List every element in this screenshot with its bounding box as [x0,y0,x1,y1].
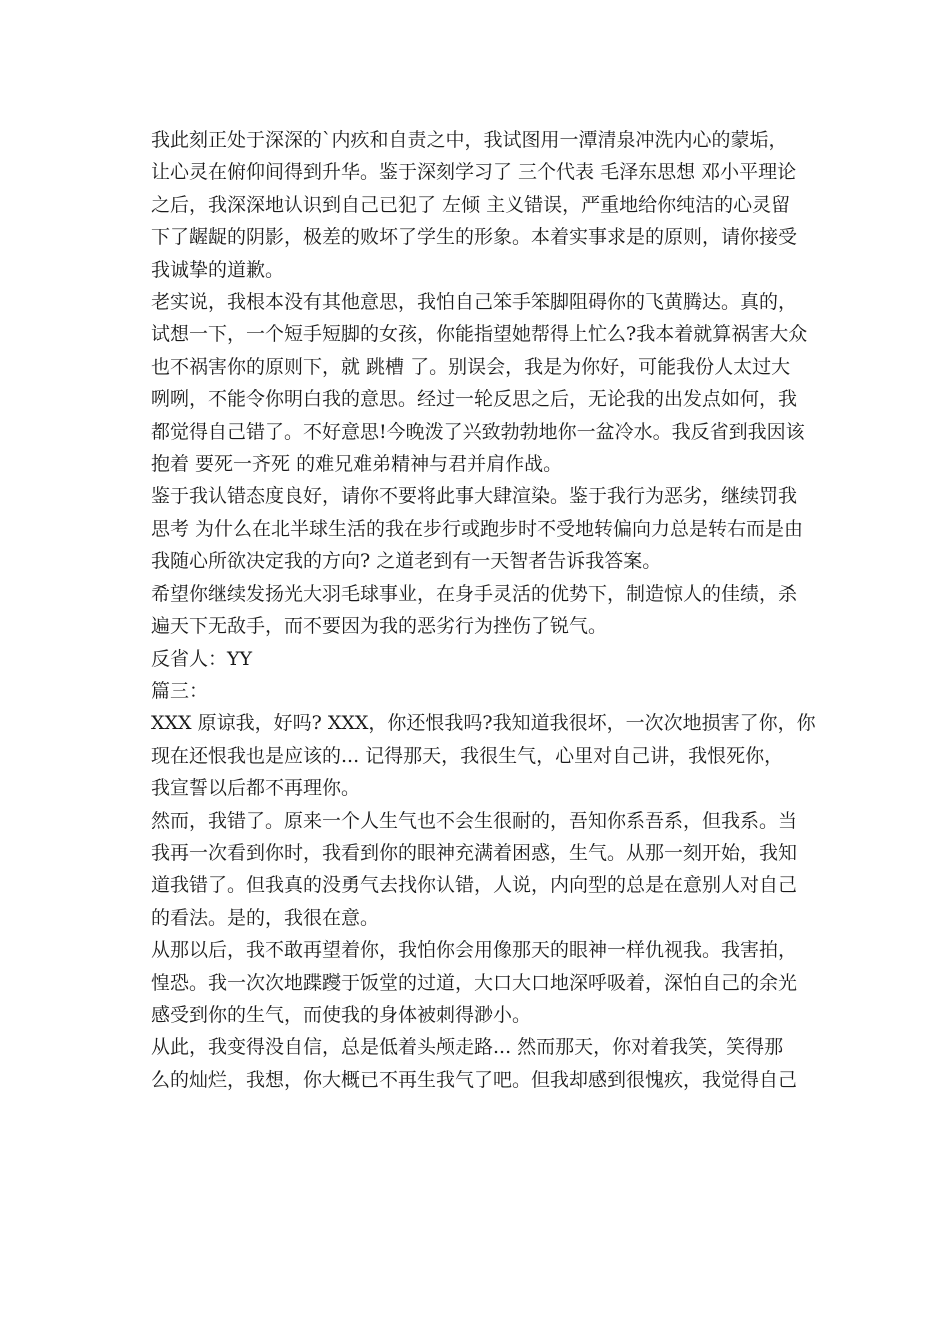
paragraph-i-was-wrong [145,805,811,935]
text-line: 让心灵在俯仰间得到升华。鉴于深刻学习了 三个代表 毛泽东思想 邓小平理论 [151,161,797,184]
text-line: 之后，我深深地认识到自己已犯了 左倾 主义错误，严重地给你纯洁的心灵留 [151,193,791,216]
text-line: 我此刻正处于深深的`内疚和自责之中，我试图用一潭清泉冲洗内心的蒙垢， [151,129,788,151]
paragraph-badminton-wish [145,578,811,643]
text-line: 惶恐。我一次次地蹀躞于饭堂的过道，大口大口地深呼吸着，深怕自己的余光 [151,971,798,994]
text-line: 思考 为什么在北半球生活的我在步行或跑步时不受地转偏向力总是转右而是由 [151,517,804,540]
text-line: 然而，我错了。原来一个人生气也不会生很耐的，吾知你系吾系，但我系。当 [151,809,798,832]
text-line: 试想一下，一个短手短脚的女孩，你能指望她帮得上忙么?我本着就算祸害大众 [151,323,808,346]
text-line: 希望你继续发扬光大羽毛球事业，在身手灵活的优势下，制造惊人的佳绩，杀 [151,582,798,605]
text-line: 我随心所欲决定我的方向? 之道老到有一天智者告诉我答案。 [151,550,662,573]
text-line: 抱着 要死一齐死 的难兄难弟精神与君并肩作战。 [151,453,563,476]
text-line: 的看法。是的，我很在意。 [151,906,380,929]
text-line: 么的灿烂，我想，你大概已不再生我气了吧。但我却感到很愧疚，我觉得自己 [151,1068,798,1091]
text-line: 鉴于我认错态度良好，请你不要将此事大肆渲染。鉴于我行为恶劣，继续罚我 [151,485,798,508]
paragraph-lost-confidence [145,1031,811,1096]
paragraph-forgive-me [145,707,816,804]
text-line: 咧咧，不能令你明白我的意思。经过一轮反思之后，无论我的出发点如何，我 [151,388,798,411]
text-line: 老实说，我根本没有其他意思，我怕自己笨手笨脚阻碍你的飞黄腾达。真的， [151,291,798,314]
text-line: 从那以后，我不敢再望着你，我怕你会用像那天的眼神一样仇视我。我害拍， [151,939,798,962]
text-line: 下了龌龊的阴影，极差的败坏了学生的形象。本着实事求是的原则，请你接受 [151,226,798,249]
text-line: 也不祸害你的原则下，就 跳槽 了。别误会，我是为你好，可能我份人太过大 [151,355,791,378]
signature-line [145,643,811,675]
text-line: 篇三： [151,679,209,702]
paragraph-honestly [145,286,811,480]
text-line: 感受到你的生气，而使我的身体被刺得渺小。 [151,1003,532,1026]
text-line: 道我错了。但我真的没勇气去找你认错，人说，内向型的总是在意别人对自己 [151,874,798,897]
text-line: 我宣誓以后都不再理你。 [151,777,361,800]
text-line: 反省人：YY [151,647,253,670]
text-line: 我再一次看到你时，我看到你的眼神充满着困惑，生气。从那一刻开始，我知 [151,841,798,864]
text-line: 现在还恨我也是应该的... 记得那天，我很生气，心里对自己讲，我恨死你， [151,744,784,767]
paragraph-apology-intro [145,124,811,286]
text-line: 我诚挚的道歉。 [151,258,285,281]
text-line: 都觉得自己错了。不好意思!今晚泼了兴致勃勃地你一盆冷水。我反省到我因该 [151,420,805,443]
document-page [145,124,816,1096]
paragraph-punishment [145,480,811,577]
text-line: 遍天下无敌手，而不要因为我的恶劣行为挫伤了锐气。 [151,615,608,638]
paragraph-since-then [145,934,811,1031]
text-line: 从此，我变得没自信，总是低着头颅走路... 然而那天，你对着我笑，笑得那 [151,1036,784,1059]
text-line: XXX 原谅我，好吗? XXX，你还恨我吗?我知道我很坏，一次次地损害了你，你 [151,712,816,735]
section-heading-part-three [145,675,811,707]
